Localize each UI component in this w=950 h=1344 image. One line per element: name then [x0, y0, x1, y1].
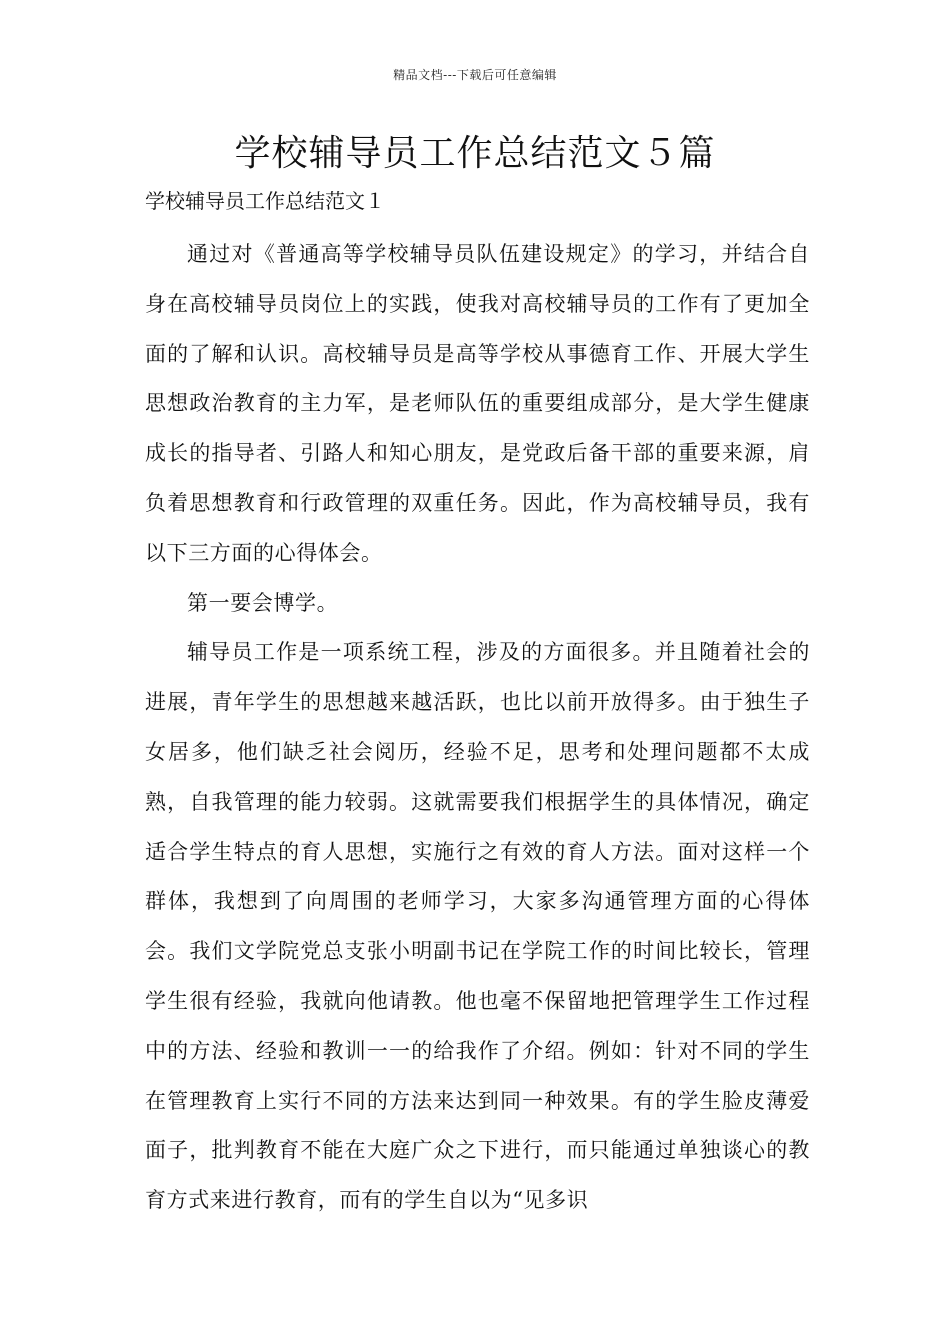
- paragraph-body: 辅导员工作是一项系统工程，涉及的方面很多。并且随着社会的进展，青年学生的思想越来越活跃，也比以前开放得多。由于独生子女居多，他们缺乏社会阅历，经验不足，思考和处理问题都不太成熟，自我管理的能力较弱。这就需要我们根据学生的具体情况，确定适合学生特点的育人思想，实施行之有效的育人方法。面对这样一个群体，我想到了向周围的老师学习，大家多沟通管理方面的心得体会。我们文学院党总支张小明副书记在学院工作的时间比较长，管理学生很有经验，我就向他请教。他也毫不保留地把管理学生工作过程中的方法、经验和教训一一的给我作了介绍。例如：针对不同的学生在管理教育上实行不同的方法来达到同一种效果。有的学生脸皮薄爱面子，批判教育不能在大庭广众之下进行，而只能通过单独谈心的教育方式来进行教育，而有的学生自以为“见多识: [145, 640, 810, 1213]
- document-title: 学校辅导员工作总结范文５篇: [234, 133, 716, 174]
- header-note: 精品文档---下载后可任意编辑: [393, 68, 557, 82]
- body-text: [145, 230, 810, 1226]
- paragraph-point-one: 第一要会博学。: [187, 590, 339, 615]
- paragraph-intro: 通过对《普通高等学校辅导员队伍建设规定》的学习，并结合自身在高校辅导员岗位上的实践，使我对高校辅导员的工作有了更加全面的了解和认识。高校辅导员是高等学校从事德育工作、开展大学生思想政治教育的主力军，是老师队伍的重要组成部分，是大学生健康成长的指导者、引路人和知心朋友，是党政后备干部的重要来源，肩负着思想教育和行政管理的双重任务。因此，作为高校辅导员，我有以下三方面的心得体会。: [145, 242, 810, 565]
- section-heading: 学校辅导员工作总结范文１: [145, 189, 385, 213]
